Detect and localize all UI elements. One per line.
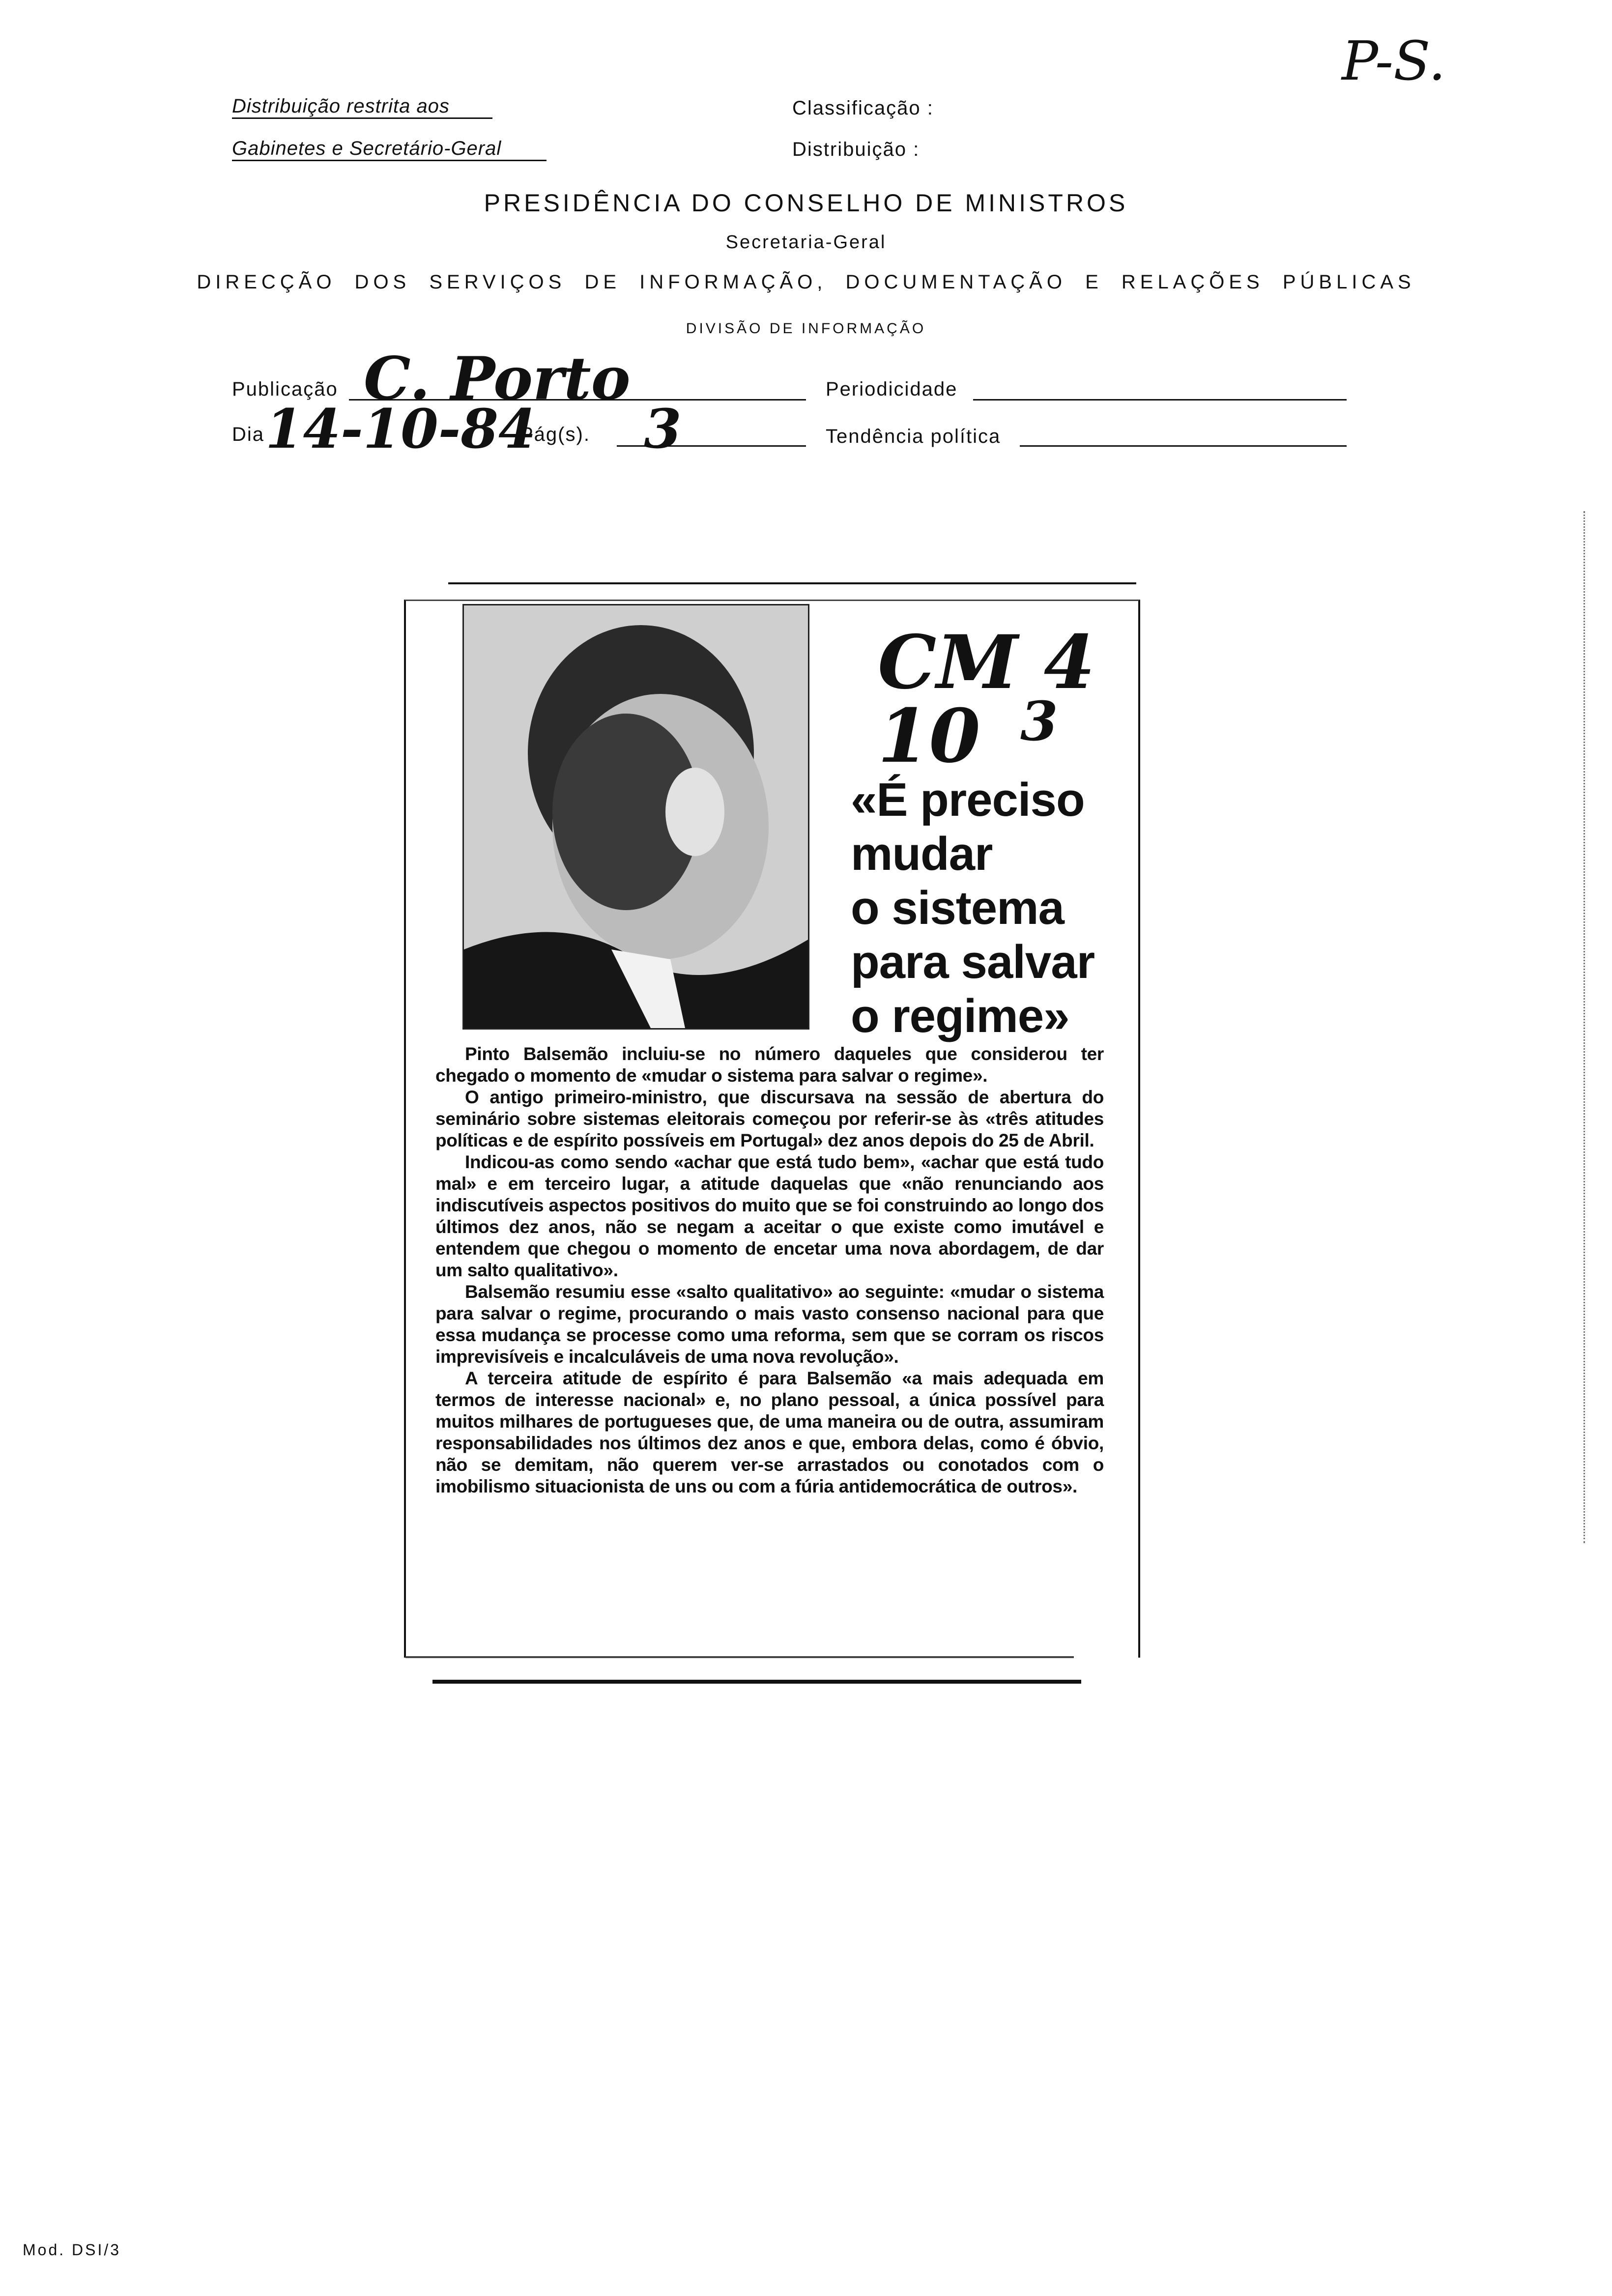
page-title: PRESIDÊNCIA DO CONSELHO DE MINISTROS xyxy=(484,189,1128,217)
headline-line: «É preciso xyxy=(851,774,1085,826)
clipping-top-rule xyxy=(448,582,1136,584)
publicacao-value: C. Porto xyxy=(364,344,631,413)
division-line: DIVISÃO DE INFORMAÇÃO xyxy=(686,320,926,337)
pags-label: Pág(s). xyxy=(520,424,590,445)
publicacao-label: Publicação xyxy=(232,378,338,400)
handwritten-stamp-number: 3 xyxy=(1020,689,1058,753)
restricted-distribution-line2: Gabinetes e Secretário-Geral xyxy=(232,138,547,161)
corner-handwritten-note: P-S. xyxy=(1342,29,1446,92)
article-paragraph: Indicou-as como sendo «achar que está tudo bem», «achar que está tudo mal» e em terceiro lugar, a atitude daquelas que «não renunciando aos indiscutíveis aspectos positivos do muito que se foi construindo ao longo dos últimos dez anos, não se negam a aceitar o que existe como imutável e entendem que chegou o momento de encetar uma nova abordagem, de dar um salto qualitativo». xyxy=(435,1152,1104,1280)
newspaper-clipping xyxy=(404,600,1140,1658)
article-body xyxy=(435,1043,1104,1497)
page-subtitle: Secretaria-Geral xyxy=(725,232,887,253)
restricted-distribution-line1: Distribuição restrita aos xyxy=(232,95,492,119)
tendencia-line xyxy=(1020,445,1347,447)
headline-line: o sistema xyxy=(851,882,1064,934)
handwritten-stamp: CM 4 10 xyxy=(878,619,1095,779)
distribution-label: Distribuição : xyxy=(792,139,920,160)
classification-label: Classificação : xyxy=(792,97,934,119)
dia-label: Dia xyxy=(232,424,265,445)
clipping-bottom-rule xyxy=(432,1680,1081,1684)
portrait-photo xyxy=(462,604,809,1030)
periodicidade-label: Periodicidade xyxy=(826,378,958,400)
scan-edge-marks xyxy=(1583,511,1586,1543)
pags-value: 3 xyxy=(644,397,682,460)
headline-line: o regime» xyxy=(851,990,1069,1042)
article-paragraph: O antigo primeiro-ministro, que discursava na sessão de abertura do seminário sobre sistemas eleitorais começou por referir-se às «três atitudes políticas e de espírito possíveis em Portugal» dez anos depois do 25 de Abril. xyxy=(435,1087,1104,1150)
article-paragraph: Pinto Balsemão incluiu-se no número daqueles que considerou ter chegado o momento de «mudar o sistema para salvar o regime». xyxy=(435,1044,1104,1086)
article-paragraph: Balsemão resumiu esse «salto qualitativo» ao seguinte: «mudar o sistema para salvar o regime, procurando o mais vasto consenso nacional para que essa mudança se processe como uma reforma, sem que se corram os riscos imprevisíveis e incalculáveis de uma nova revolução». xyxy=(435,1282,1104,1367)
directorate-line: DIRECÇÃO DOS SERVIÇOS DE INFORMAÇÃO, DOCUMENTAÇÃO E RELAÇÕES PÚBLICAS xyxy=(197,271,1415,293)
periodicidade-line xyxy=(973,399,1347,401)
portrait-illustration xyxy=(464,605,808,1028)
clipping-bottom-rule-thin xyxy=(405,1656,1074,1658)
headline xyxy=(851,773,1126,1043)
headline-line: mudar xyxy=(851,828,993,880)
dia-value: 14-10-84 xyxy=(265,397,536,460)
form-model-code: Mod. DSI/3 xyxy=(23,2241,121,2259)
article-paragraph: A terceira atitude de espírito é para Balsemão «a mais adequada em termos de interesse nacional» e, no plano pessoal, a única possível para muitos milhares de portugueses que, de uma maneira ou de outra, assumiram responsabilidades nos últimos dez anos e que, embora delas, como é óbvio, não se demitam, não querem ver-se arrastados ou conotados com o imobilismo situacionista de uns ou com a fúria antidemocrática de outros». xyxy=(435,1368,1104,1496)
tendencia-label: Tendência política xyxy=(826,426,1001,447)
headline-line: para salvar xyxy=(851,936,1095,988)
